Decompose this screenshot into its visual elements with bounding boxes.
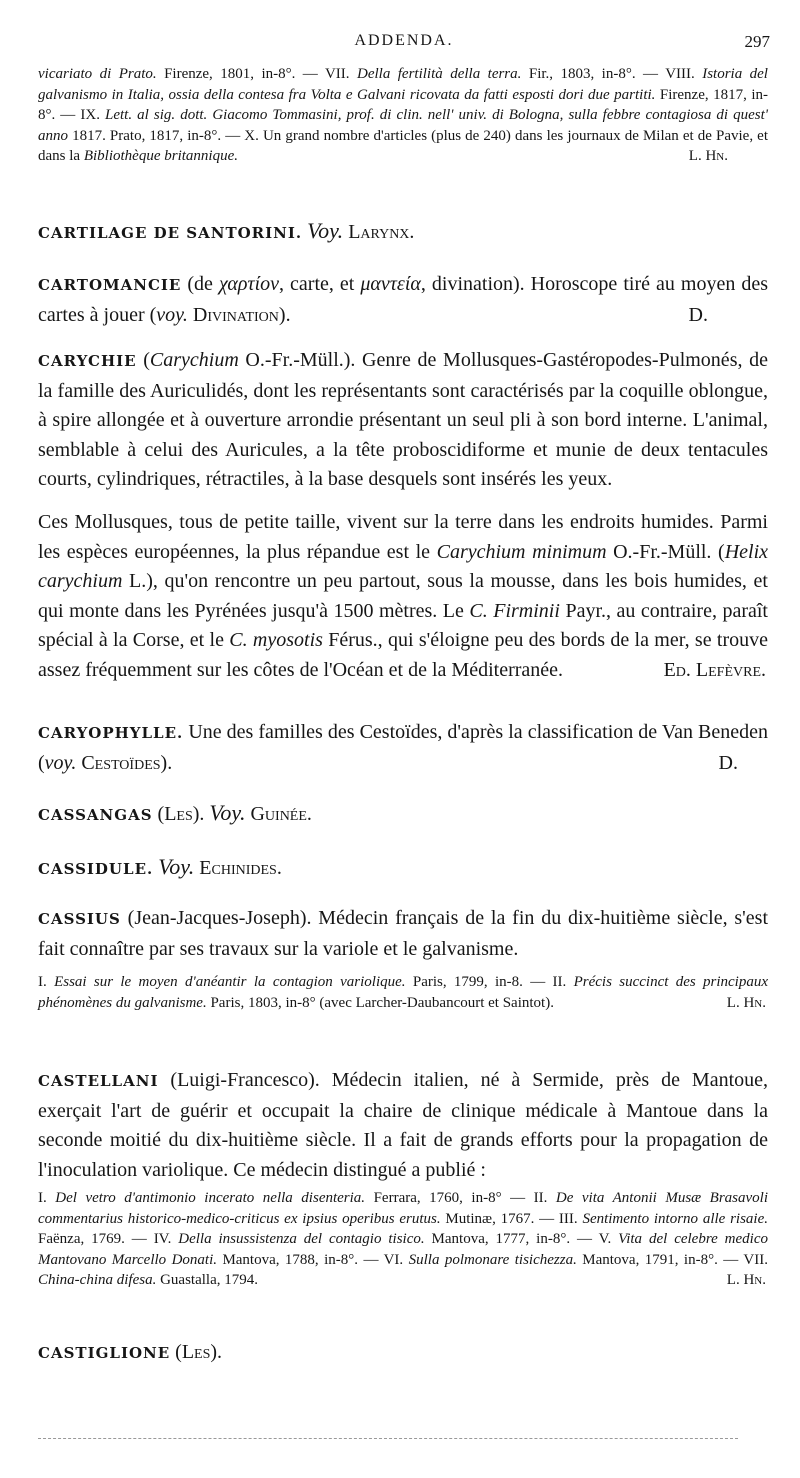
bib-text: Paris, 1799, in-8. — II. <box>405 974 574 990</box>
bib-text: Mutinæ, 1767. — III. <box>440 1210 583 1227</box>
entry-headword: CARYOPHYLLE. <box>38 724 184 742</box>
bib-text: Firenze, 1817, in-8°. — IX. <box>38 86 768 123</box>
cross-reference: Divination <box>187 303 279 326</box>
entry-carychie-paragraph-2 <box>38 508 768 685</box>
bib-title: Vita del celebre medico Mantovano Marcello Donati. <box>38 1231 768 1268</box>
entry-text: (de <box>181 273 219 295</box>
bib-title: Istoria del galvanismo in Italia, ossia della contesa fra Volta e Galvani ricovata da fatti esposti dori due partiti. <box>38 66 768 103</box>
page-number: 297 <box>744 32 770 51</box>
bib-title: Sulla polmonare tisichezza. <box>408 1251 577 1268</box>
bib-title: Sentimento intorno alle risaie. <box>582 1210 769 1227</box>
entry-text: Ces Mollusques, tous de petite taille, vivent sur la terre dans les endroits humides. Parmi les espèces européennes, la plus répandue est le <box>38 511 768 563</box>
entry-caryophylle <box>38 718 768 778</box>
author-signature: D. <box>688 303 708 326</box>
entry-cassius <box>38 904 768 964</box>
taxon-name: Helix carychium <box>38 540 768 592</box>
bib-text: Faënza, 1769. — IV. <box>38 1231 179 1247</box>
entry-text: ). <box>160 751 173 774</box>
entry-cassidule <box>38 852 768 885</box>
taxon-name: C. Firminii <box>469 599 560 622</box>
bib-text: Mantova, 1788, in-8°. — VI. <box>217 1251 409 1268</box>
bib-title: Bibliothèque britannique. <box>83 148 238 164</box>
entry-cartilage <box>38 216 768 249</box>
bib-title: vicariato di Prato. <box>38 66 157 82</box>
entry-text: L.), qu'on rencontre un peu partout, sous la mousse, dans les bois humides, et qui monte dans les Pyrénées jusqu'à 1500 mètres. Le <box>38 570 768 622</box>
entry-headword: CASTELLANI <box>38 1072 159 1090</box>
bib-text: Guastalla, 1794. <box>156 1272 258 1288</box>
entry-castiglione <box>38 1338 768 1369</box>
entry-text: (Les). <box>152 803 210 825</box>
cross-reference: Echinides. <box>194 857 282 879</box>
voy-reference: Voy. <box>209 800 246 825</box>
entry-headword: CARTOMANCIE <box>38 276 182 294</box>
entry-carychie <box>38 346 768 495</box>
entry-headword: CASTIGLIONE <box>38 1344 171 1362</box>
bottom-rule <box>38 1438 738 1439</box>
bib-title: Précis succinct des principaux phénomènes du galvanisme. <box>38 974 769 1011</box>
taxon-name: Carychium minimum <box>436 540 607 563</box>
bib-title: De vita Antonii Musæ Brasavoli commentarius historico-medico-criticus ex ipsius operibus erutus. <box>38 1190 769 1227</box>
entry-headword: CARYCHIE <box>38 352 137 370</box>
voy-reference: voy. <box>44 751 77 774</box>
bib-title: Della insussistenza del contagio tisico. <box>178 1231 425 1247</box>
entry-text: , carte, et <box>279 273 361 295</box>
bibliography-continuation <box>38 64 768 167</box>
bib-text: I. <box>38 974 55 990</box>
author-signature: D. <box>718 751 738 774</box>
entry-text: Férus., qui s'éloigne peu des bords de la mer, se trouve assez fréquemment sur les côtes de l'Océan et de la Méditerranée. <box>38 629 768 681</box>
castellani-bibliography <box>38 1188 768 1291</box>
cassius-bibliography <box>38 972 768 1013</box>
entry-text: ). <box>278 303 291 326</box>
bib-title: Lett. al sig. dott. Giacomo Tommasini, prof. di clin. nell' univ. di Bologna, sulla febbre contagiosa di quest' anno <box>38 107 768 144</box>
entry-headword: CASSIUS <box>38 910 121 928</box>
entry-castellani <box>38 1066 768 1185</box>
author-signature: L. Hn. <box>688 148 728 164</box>
bib-title: Del vetro d'antimonio incerato nella disenteria. <box>55 1190 366 1206</box>
entry-headword: CASSANGAS <box>38 806 153 824</box>
bib-title: China-china difesa. <box>38 1272 157 1288</box>
entry-headword: CASSIDULE. <box>38 860 154 878</box>
entry-text: Payr., au contraire, paraît spécial à la Corse, et le <box>38 599 768 651</box>
page-header <box>38 32 770 54</box>
entry-text: (Jean-Jacques-Joseph). Médecin français de la fin du dix-huitième siècle, s'est fait connaître par ses travaux sur la variole et le galvanisme. <box>38 907 768 960</box>
bib-text: Paris, 1803, in-8° (avec Larcher-Daubancourt et Saintot). <box>206 994 554 1011</box>
entry-text: O.-Fr.-Müll. ( <box>606 540 725 563</box>
bib-title: Della fertilità della terra. <box>357 66 522 82</box>
entry-text: ( <box>136 349 150 371</box>
voy-reference: Voy. <box>158 854 195 879</box>
cross-reference: Larynx. <box>348 221 415 243</box>
entry-headword: CARTILAGE DE SANTORINI. <box>38 224 303 242</box>
entry-text: (Les). <box>170 1341 223 1363</box>
voy-reference: voy. <box>156 303 188 326</box>
taxon-name: Carychium <box>149 349 239 371</box>
entry-cartomancie <box>38 270 768 330</box>
greek-word: μαντεία <box>360 273 421 295</box>
greek-word: χαρτίον <box>218 273 280 295</box>
bib-text: Mantova, 1777, in-8°. — V. <box>424 1231 619 1247</box>
entry-cassangas <box>38 798 768 831</box>
bib-text: Fir., 1803, in-8°. — VIII. <box>521 66 703 82</box>
bib-text: Mantova, 1791, in-8°. — VII. <box>576 1251 768 1268</box>
bib-text: Ferrara, 1760, in-8° — II. <box>365 1190 556 1206</box>
author-signature: Ed. Lefèvre. <box>663 658 766 681</box>
running-title: ADDENDA. <box>354 32 454 49</box>
voy-reference: Voy. <box>307 218 344 243</box>
author-signature: L. Hn. <box>726 994 766 1011</box>
entry-text: (Luigi-Francesco). Médecin italien, né à Sermide, près de Mantoue, exerçait l'art de guérir et occupait la chaire de clinique médicale à Mantoue dans la seconde moitié du dix-huitième siècle. Il a fait de grands efforts pour la propagation de l'inoculation variolique. Ce médecin distingué a publié : <box>38 1069 768 1181</box>
bib-title: Essai sur le moyen d'anéantir la contagion variolique. <box>54 974 406 990</box>
entry-text: Une des familles des Cestoïdes, d'après la classification de Van Beneden ( <box>38 721 768 774</box>
author-signature: L. Hn. <box>726 1272 766 1288</box>
taxon-name: C. myosotis <box>229 629 323 651</box>
entry-text: O.-Fr.-Müll.). Genre de Mollusques-Gastéropodes-Pulmonés, de la famille des Auriculidés, dont les représentants sont caractérisés par la coquille oblongue, à spire allongée et à ouverture arrondie présentant un seul pli à son bord interne. L'animal, semblable à celui des Auricules, a la tête proboscidiforme et munie de deux tentacules courts, cylindriques, rétractiles, à la base desquels sont insérés les yeux. <box>38 349 768 490</box>
bib-text: Firenze, 1801, in-8°. — VII. <box>156 66 357 82</box>
entry-text: , divination). Horoscope tiré au moyen des cartes à jouer ( <box>38 273 769 326</box>
cross-reference: Cestoïdes <box>76 751 161 774</box>
cross-reference: Guinée. <box>245 803 312 825</box>
bib-text: 1817. Prato, 1817, in-8°. — X. Un grand nombre d'articles (plus de 240) dans les journaux de Milan et de Pavie, et dans la <box>38 127 768 164</box>
bib-text: I. <box>38 1190 56 1206</box>
